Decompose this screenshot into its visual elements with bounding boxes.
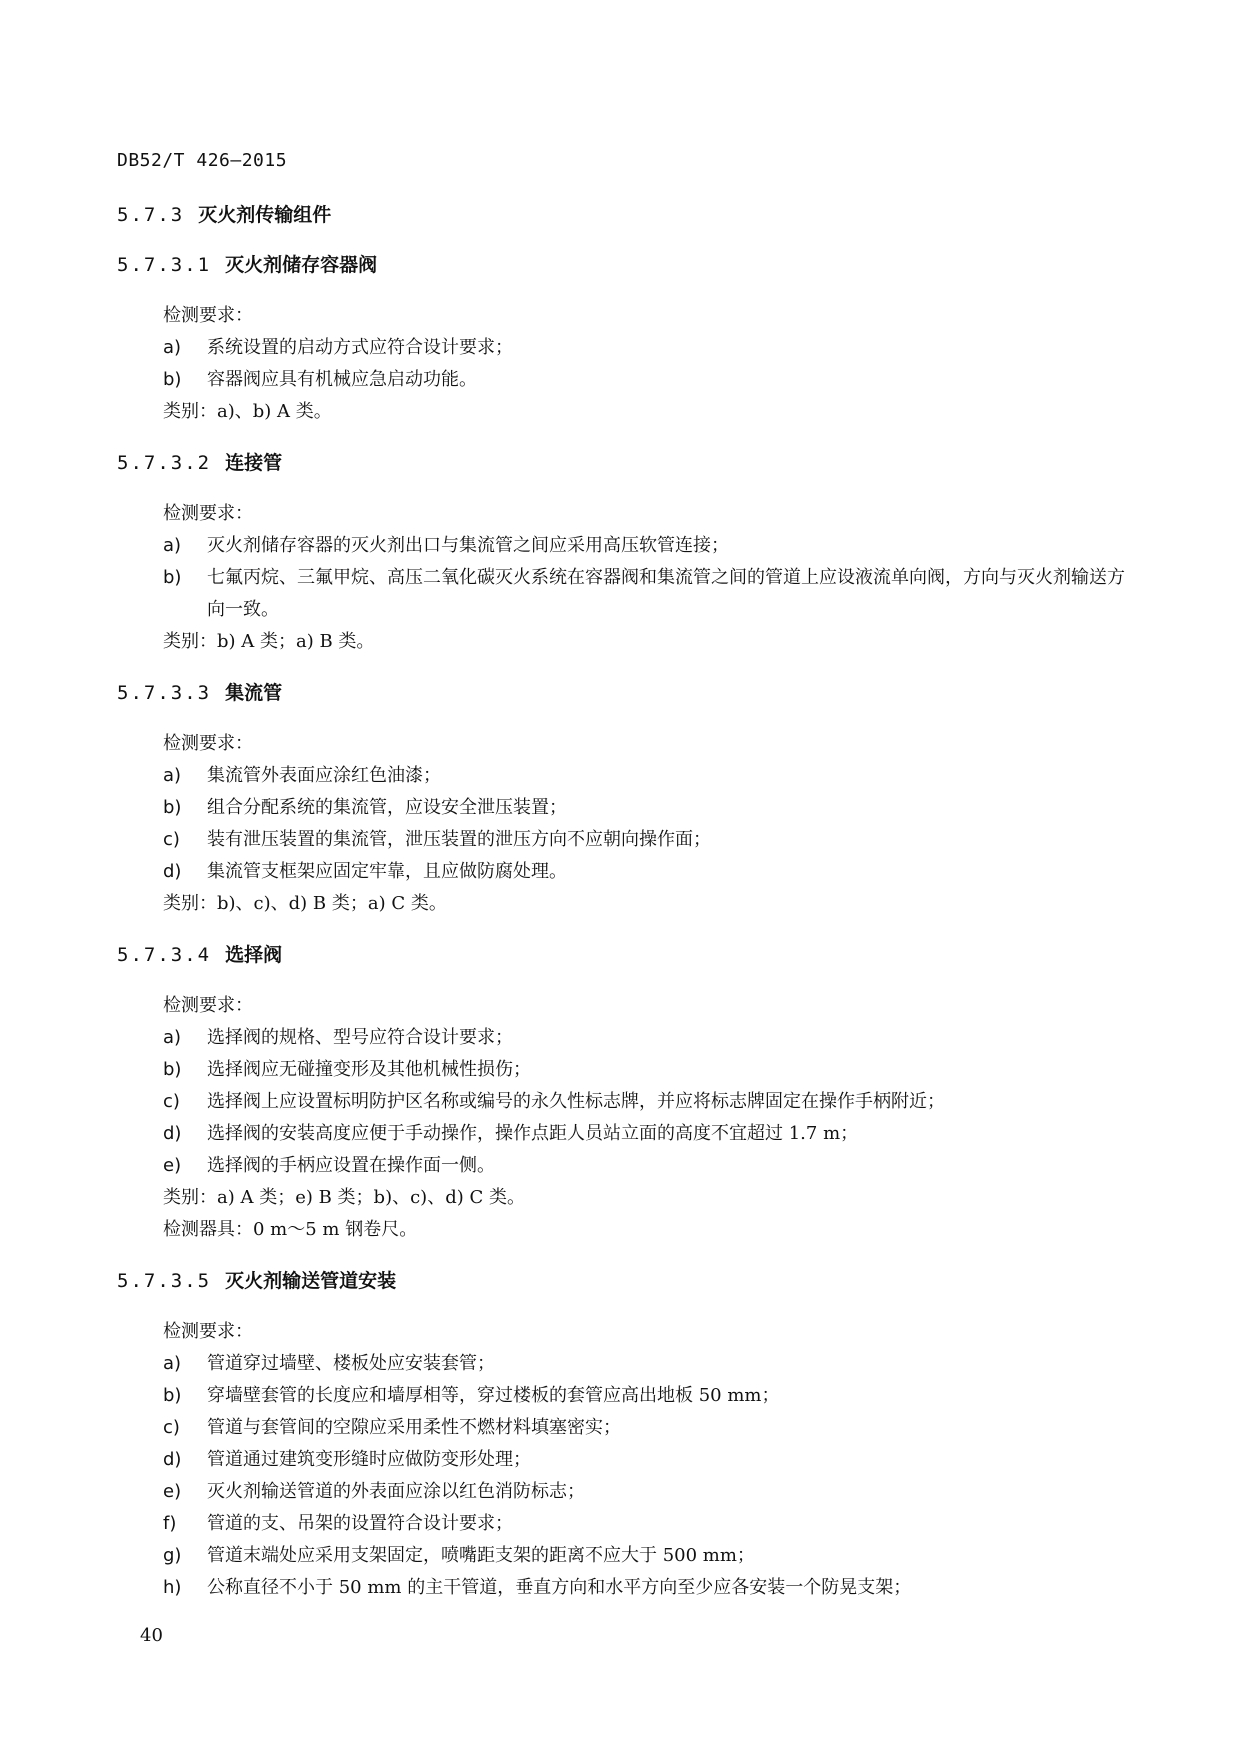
item-label: a)	[163, 765, 182, 786]
item-label: e)	[163, 1155, 182, 1176]
item-label: a)	[163, 535, 182, 556]
subsection-number: 5.7.3.2	[117, 452, 212, 474]
requirements-intro: 检测要求：	[163, 995, 253, 1016]
item-label: g)	[163, 1545, 182, 1566]
list-item	[163, 562, 1127, 626]
item-label: d)	[163, 861, 182, 882]
list-item	[163, 1348, 1127, 1380]
requirements-intro: 检测要求：	[163, 503, 253, 524]
subsection-heading	[117, 448, 1127, 478]
category-line: 类别：a) A 类；e) B 类；b)、c)、d) C 类。	[163, 1187, 525, 1208]
subsection-title: 灭火剂输送管道安装	[225, 1270, 397, 1292]
section-title: 灭火剂传输组件	[198, 204, 332, 226]
item-text: 管道的支、吊架的设置符合设计要求；	[207, 1513, 513, 1534]
subsection-title: 灭火剂储存容器阀	[225, 254, 378, 276]
subsection-5-7-3-2	[117, 448, 1127, 658]
item-text: 组合分配系统的集流管，应设安全泄压装置；	[207, 797, 567, 818]
item-label: b)	[163, 369, 182, 390]
subsection-heading	[117, 678, 1127, 708]
list-item	[163, 856, 1127, 888]
item-label: b)	[163, 797, 182, 818]
requirements-intro: 检测要求：	[163, 1321, 253, 1342]
item-text: 选择阀上应设置标明防护区名称或编号的永久性标志牌，并应将标志牌固定在操作手柄附近；	[207, 1091, 945, 1112]
item-label: a)	[163, 1027, 182, 1048]
item-label: c)	[163, 1091, 180, 1112]
subsection-number: 5.7.3.3	[117, 682, 212, 704]
list-item	[163, 1150, 1127, 1182]
item-label: c)	[163, 829, 180, 850]
subsection-number: 5.7.3.4	[117, 944, 212, 966]
item-text: 选择阀的规格、型号应符合设计要求；	[207, 1027, 513, 1048]
requirements-intro: 检测要求：	[163, 305, 253, 326]
item-text: 穿墙壁套管的长度应和墙厚相等，穿过楼板的套管应高出地板 50 mm；	[207, 1385, 780, 1406]
list-item	[163, 1086, 1127, 1118]
item-label: a)	[163, 1353, 182, 1374]
list-item	[163, 1022, 1127, 1054]
subsection-content	[117, 300, 1127, 428]
subsection-content	[117, 498, 1127, 658]
requirements-intro: 检测要求：	[163, 733, 253, 754]
item-text: 灭火剂输送管道的外表面应涂以红色消防标志；	[207, 1481, 585, 1502]
list-item	[163, 824, 1127, 856]
category-line: 类别：b)、c)、d) B 类；a) C 类。	[163, 893, 447, 914]
item-text: 集流管支框架应固定牢靠，且应做防腐处理。	[207, 861, 567, 882]
list-item	[163, 1380, 1127, 1412]
item-label: b)	[163, 1059, 182, 1080]
subsection-5-7-3-4	[117, 940, 1127, 1246]
subsection-heading	[117, 250, 1127, 280]
list-item	[163, 332, 1127, 364]
list-item	[163, 1054, 1127, 1086]
list-item	[163, 760, 1127, 792]
subsection-title: 连接管	[225, 452, 283, 474]
list-item	[163, 792, 1127, 824]
item-label: d)	[163, 1449, 182, 1470]
item-text: 装有泄压装置的集流管，泄压装置的泄压方向不应朝向操作面；	[207, 829, 711, 850]
item-label: e)	[163, 1481, 182, 1502]
subsection-heading	[117, 940, 1127, 970]
list-item	[163, 1508, 1127, 1540]
item-text: 管道与套管间的空隙应采用柔性不燃材料填塞密实；	[207, 1417, 621, 1438]
subsection-number: 5.7.3.1	[117, 254, 212, 276]
item-label: b)	[163, 567, 182, 588]
subsection-number: 5.7.3.5	[117, 1270, 212, 1292]
list-item	[163, 1572, 1127, 1604]
section-number: 5.7.3	[117, 204, 185, 226]
item-text: 灭火剂储存容器的灭火剂出口与集流管之间应采用高压软管连接；	[207, 535, 729, 556]
item-text: 系统设置的启动方式应符合设计要求；	[207, 337, 513, 358]
list-item	[163, 1118, 1127, 1150]
subsection-heading	[117, 1266, 1127, 1296]
subsection-5-7-3-3	[117, 678, 1127, 920]
subsection-content	[117, 728, 1127, 920]
tools-line: 检测器具：0 m～5 m 钢卷尺。	[163, 1219, 418, 1240]
list-item	[163, 530, 1127, 562]
list-item	[163, 364, 1127, 396]
item-text: 容器阀应具有机械应急启动功能。	[207, 369, 477, 390]
page-number: 40	[140, 1625, 163, 1646]
item-text: 管道穿过墙壁、楼板处应安装套管；	[207, 1353, 495, 1374]
item-text: 选择阀的安装高度应便于手动操作，操作点距人员站立面的高度不宜超过 1.7 m；	[207, 1123, 859, 1144]
category-line: 类别：b) A 类；a) B 类。	[163, 631, 375, 652]
item-text: 集流管外表面应涂红色油漆；	[207, 765, 441, 786]
list-item	[163, 1444, 1127, 1476]
item-text: 选择阀应无碰撞变形及其他机械性损伤；	[207, 1059, 531, 1080]
item-label: d)	[163, 1123, 182, 1144]
subsection-5-7-3-1	[117, 250, 1127, 428]
subsection-title: 选择阀	[225, 944, 283, 966]
item-label: a)	[163, 337, 182, 358]
item-label: h)	[163, 1577, 182, 1598]
item-text: 管道通过建筑变形缝时应做防变形处理；	[207, 1449, 531, 1470]
list-item	[163, 1540, 1127, 1572]
document-body	[117, 200, 1127, 1604]
subsection-title: 集流管	[225, 682, 283, 704]
item-label: b)	[163, 1385, 182, 1406]
subsection-content	[117, 990, 1127, 1246]
item-text: 选择阀的手柄应设置在操作面一侧。	[207, 1155, 495, 1176]
item-text: 管道末端处应采用支架固定，喷嘴距支架的距离不应大于 500 mm；	[207, 1545, 755, 1566]
section-heading	[117, 200, 1127, 230]
list-item	[163, 1476, 1127, 1508]
list-item	[163, 1412, 1127, 1444]
subsection-content	[117, 1316, 1127, 1604]
item-label: c)	[163, 1417, 180, 1438]
item-text: 七氟丙烷、三氟甲烷、高压二氧化碳灭火系统在容器阀和集流管之间的管道上应设液流单向阀，方向与灭火剂输送方向一致。	[207, 567, 1125, 620]
document-code: DB52/T 426—2015	[117, 150, 288, 171]
item-text: 公称直径不小于 50 mm 的主干管道，垂直方向和水平方向至少应各安装一个防晃支架；	[207, 1577, 912, 1598]
item-label: f)	[163, 1513, 177, 1534]
category-line: 类别：a)、b) A 类。	[163, 401, 332, 422]
subsection-5-7-3-5	[117, 1266, 1127, 1604]
